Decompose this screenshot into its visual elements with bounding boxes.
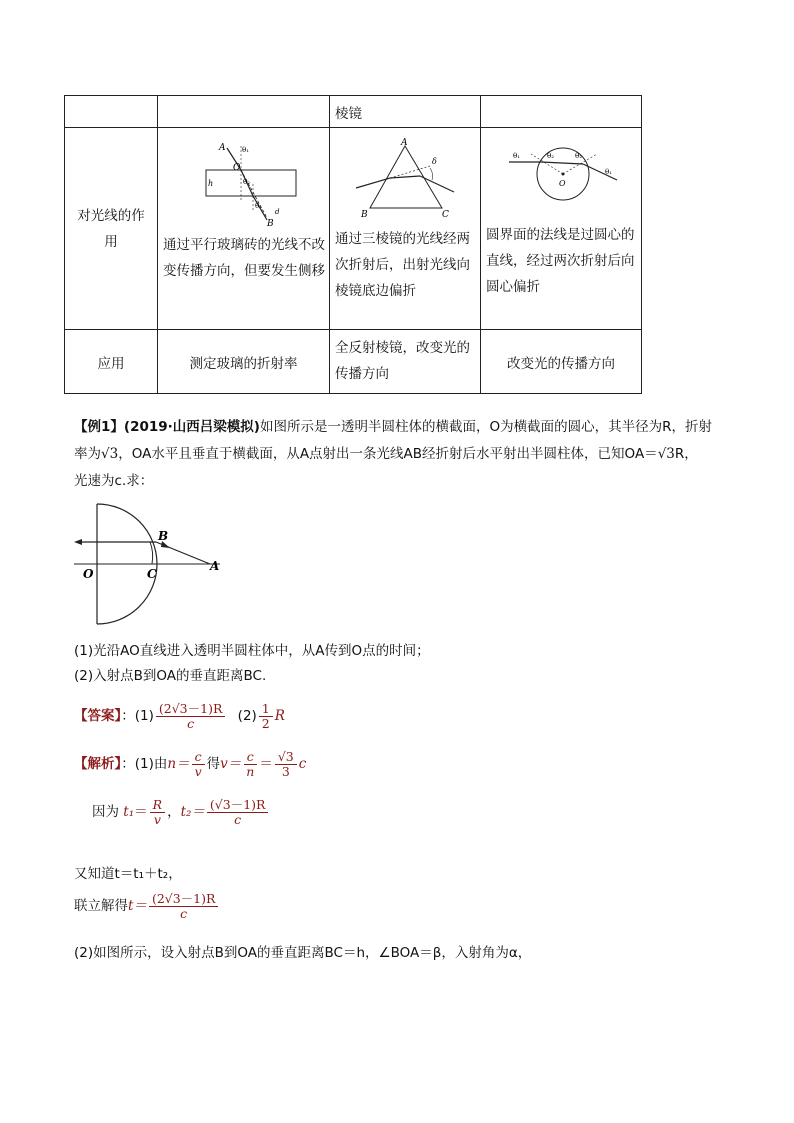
cell-circle-application: 改变光的传播方向 bbox=[481, 330, 642, 394]
header-cell-prism: 棱镜 bbox=[330, 96, 481, 128]
example-line-3: 光速为c.求： bbox=[74, 473, 154, 489]
glass-label-h: h bbox=[207, 179, 213, 188]
header-cell-empty-4 bbox=[481, 96, 642, 128]
prism-label-a: A bbox=[401, 138, 408, 148]
example-label-a: A bbox=[210, 559, 220, 573]
cell-prism-application: 全反射棱镜，改变光的传播方向 bbox=[330, 330, 481, 394]
prism-diagram bbox=[350, 138, 460, 218]
analysis-line-4: 联立解得t＝ $\frac{(2√3-1)R}{c}$ bbox=[74, 890, 220, 922]
cell-glass-application: 测定玻璃的折射率 bbox=[158, 330, 330, 394]
header-cell-empty-2 bbox=[158, 96, 330, 128]
example-label-c: C bbox=[147, 567, 157, 581]
analysis-line-3: 又知道t＝t₁＋t₂， bbox=[74, 866, 182, 882]
example-label-o: O bbox=[83, 567, 94, 581]
table-row-application bbox=[65, 330, 642, 394]
cell-prism-effect: A B C δ 通过三棱镜的光线经两次折射后，出射光线向棱镜底边偏折 bbox=[330, 128, 481, 330]
example-label-b: B bbox=[158, 529, 169, 543]
glass-label-a: A bbox=[218, 143, 225, 153]
example-line-2: 率为√3，OA水平且垂直于横截面，从A点射出一条光线AB经折射后水平射出半圆柱体，已知OA＝√3R， bbox=[74, 446, 698, 462]
prism-label-c: C bbox=[442, 210, 449, 218]
question-2: (2)入射点B到OA的垂直距离BC. bbox=[74, 668, 267, 684]
circle-diagram bbox=[501, 138, 621, 208]
cell-circle-effect: O θ₁ θ₂ θ₂ θ₁ 圆界面的法线是过圆心的直线，经过两次折射后向圆心偏折 bbox=[481, 128, 642, 330]
cell-glass-effect: A O B h d θ₁ θ₂ θ₁ 通过平行玻璃砖的光线不改变传播方向，但要发生侧移 bbox=[158, 128, 330, 330]
table-row-effect bbox=[65, 128, 642, 330]
circle-label-theta1: θ₁ bbox=[513, 152, 521, 160]
circle-label-theta1-out: θ₁ bbox=[605, 168, 613, 176]
row-label-effect: 对光线的作用 bbox=[65, 128, 158, 330]
example-line-1: 【例1】(2019·山西吕梁模拟)如图所示是一透明半圆柱体的横截面，O为横截面的圆心，其半径为R，折射 bbox=[74, 419, 712, 435]
row-label-application: 应用 bbox=[65, 330, 158, 394]
glass-label-theta1: θ₁ bbox=[241, 146, 249, 154]
circle-label-theta2: θ₂ bbox=[547, 152, 555, 160]
glass-label-theta2: θ₂ bbox=[242, 178, 250, 186]
analysis-line-1: 【解析】：(1)由n＝ $\frac{c}{v}$ 得v＝ $\frac{c}{n}$ ＝ $\frac{√3}{3}$ c bbox=[74, 748, 307, 779]
table-header-row bbox=[65, 96, 642, 128]
circle-label-o: O bbox=[559, 179, 566, 188]
circle-label-theta2-out: θ₂ bbox=[575, 152, 583, 160]
prism-label-b: B bbox=[361, 210, 368, 218]
comparison-table bbox=[64, 95, 642, 394]
question-1: (1)光沿AO直线进入透明半圆柱体中，从A传到O点的时间； bbox=[74, 643, 430, 659]
glass-label-o: O bbox=[232, 163, 240, 173]
prism-label-delta: δ bbox=[432, 157, 437, 166]
glass-label-b: B bbox=[266, 219, 274, 226]
answer-line: 【答案】：(1) $\frac{(2√3-1)R}{c}$ (2) $\frac{1}{2}$ R bbox=[74, 700, 285, 731]
glass-label-theta1-out: θ₁ bbox=[254, 202, 262, 210]
half-cylinder-diagram bbox=[70, 500, 230, 628]
glass-label-d: d bbox=[274, 208, 279, 216]
analysis-line-5: (2)如图所示，设入射点B到OA的垂直距离BC＝h，∠BOA＝β，入射角为α， bbox=[74, 945, 532, 961]
header-cell-empty-1 bbox=[65, 96, 158, 128]
parallel-glass-diagram bbox=[189, 138, 299, 226]
analysis-line-2: 因为 t₁＝ $\frac{R}{v}$ ，t₂＝ $\frac{(√3-1)R}{c}$ bbox=[92, 796, 270, 828]
